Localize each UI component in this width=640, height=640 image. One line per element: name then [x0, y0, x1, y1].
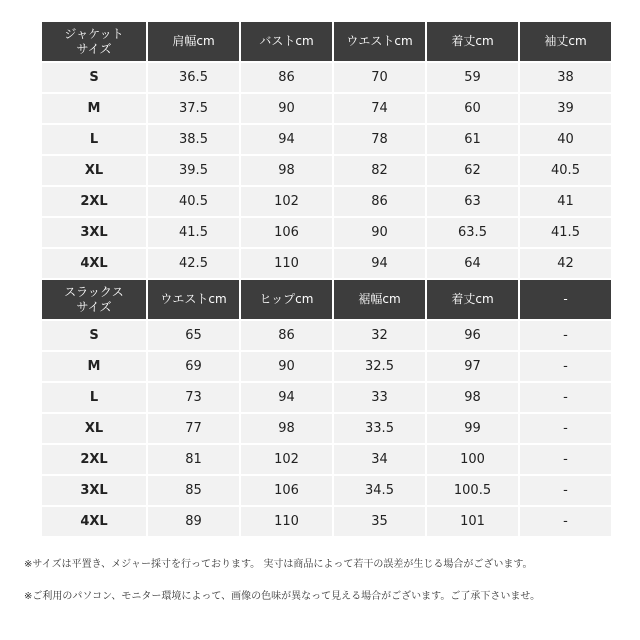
value-cell: 41.5	[148, 218, 239, 247]
value-cell: 41.5	[520, 218, 611, 247]
value-cell: 40.5	[148, 187, 239, 216]
jacket-header-row	[42, 22, 611, 61]
value-cell: 36.5	[148, 63, 239, 92]
value-cell: 70	[334, 63, 425, 92]
value-cell: 42	[520, 249, 611, 278]
value-cell: 59	[427, 63, 518, 92]
slacks-row	[42, 507, 611, 536]
slacks-length-header: 着丈cm	[427, 280, 518, 319]
value-cell: 90	[241, 94, 332, 123]
value-cell: 81	[148, 445, 239, 474]
value-cell: 65	[148, 321, 239, 350]
value-cell: 102	[241, 187, 332, 216]
value-cell: 94	[241, 125, 332, 154]
slacks-hip-header: ヒップcm	[241, 280, 332, 319]
value-cell: 61	[427, 125, 518, 154]
value-cell: 86	[334, 187, 425, 216]
size-chart-table	[40, 20, 613, 538]
value-cell: 37.5	[148, 94, 239, 123]
value-cell: 106	[241, 218, 332, 247]
value-cell: 73	[148, 383, 239, 412]
value-cell: -	[520, 445, 611, 474]
size-cell: 4XL	[42, 249, 146, 278]
value-cell: 82	[334, 156, 425, 185]
value-cell: -	[520, 383, 611, 412]
value-cell: 86	[241, 321, 332, 350]
size-cell: XL	[42, 156, 146, 185]
value-cell: 41	[520, 187, 611, 216]
slacks-size-header: スラックス サイズ	[42, 280, 146, 319]
slacks-row	[42, 321, 611, 350]
value-cell: -	[520, 352, 611, 381]
jacket-row	[42, 187, 611, 216]
slacks-row	[42, 383, 611, 412]
value-cell: 40.5	[520, 156, 611, 185]
value-cell: 42.5	[148, 249, 239, 278]
value-cell: 102	[241, 445, 332, 474]
value-cell: 34.5	[334, 476, 425, 505]
value-cell: 98	[241, 156, 332, 185]
value-cell: 110	[241, 507, 332, 536]
value-cell: -	[520, 476, 611, 505]
size-cell: S	[42, 63, 146, 92]
jacket-waist-header: ウエストcm	[334, 22, 425, 61]
size-cell: 3XL	[42, 476, 146, 505]
value-cell: 33.5	[334, 414, 425, 443]
value-cell: 98	[427, 383, 518, 412]
jacket-length-header: 着丈cm	[427, 22, 518, 61]
value-cell: 38	[520, 63, 611, 92]
size-cell: XL	[42, 414, 146, 443]
size-cell: S	[42, 321, 146, 350]
value-cell: 64	[427, 249, 518, 278]
value-cell: 63.5	[427, 218, 518, 247]
slacks-waist-header: ウエストcm	[148, 280, 239, 319]
size-cell: 2XL	[42, 187, 146, 216]
value-cell: 63	[427, 187, 518, 216]
slacks-row	[42, 352, 611, 381]
value-cell: 39	[520, 94, 611, 123]
jacket-sleeve-header: 袖丈cm	[520, 22, 611, 61]
value-cell: 106	[241, 476, 332, 505]
value-cell: 40	[520, 125, 611, 154]
value-cell: 34	[334, 445, 425, 474]
value-cell: 85	[148, 476, 239, 505]
size-cell: 2XL	[42, 445, 146, 474]
value-cell: 110	[241, 249, 332, 278]
jacket-shoulder-header: 肩幅cm	[148, 22, 239, 61]
value-cell: 90	[241, 352, 332, 381]
value-cell: 101	[427, 507, 518, 536]
size-cell: 4XL	[42, 507, 146, 536]
value-cell: 100	[427, 445, 518, 474]
size-cell: 3XL	[42, 218, 146, 247]
value-cell: 60	[427, 94, 518, 123]
value-cell: 32.5	[334, 352, 425, 381]
jacket-size-header: ジャケット サイズ	[42, 22, 146, 61]
measurement-note: ※サイズは平置き、メジャー採寸を行っております。 実寸は商品によって若干の誤差が生じる場合がございます。	[24, 559, 533, 570]
size-cell: M	[42, 352, 146, 381]
jacket-row	[42, 218, 611, 247]
slacks-header-row	[42, 280, 611, 319]
size-cell: L	[42, 383, 146, 412]
size-cell: M	[42, 94, 146, 123]
value-cell: 69	[148, 352, 239, 381]
value-cell: 62	[427, 156, 518, 185]
value-cell: 33	[334, 383, 425, 412]
value-cell: 90	[334, 218, 425, 247]
color-disclaimer-note: ※ご利用のパソコン、モニター環境によって、画像の色味が異なって見える場合がございます。ご了承下さいませ。	[24, 591, 541, 602]
value-cell: 32	[334, 321, 425, 350]
value-cell: 94	[241, 383, 332, 412]
jacket-bust-header: バストcm	[241, 22, 332, 61]
value-cell: 77	[148, 414, 239, 443]
value-cell: 38.5	[148, 125, 239, 154]
value-cell: 35	[334, 507, 425, 536]
value-cell: -	[520, 321, 611, 350]
value-cell: 94	[334, 249, 425, 278]
value-cell: 89	[148, 507, 239, 536]
jacket-row	[42, 63, 611, 92]
value-cell: 97	[427, 352, 518, 381]
slacks-empty-header: -	[520, 280, 611, 319]
value-cell: -	[520, 414, 611, 443]
value-cell: 100.5	[427, 476, 518, 505]
slacks-row	[42, 476, 611, 505]
value-cell: 96	[427, 321, 518, 350]
slacks-row	[42, 445, 611, 474]
value-cell: 98	[241, 414, 332, 443]
slacks-row	[42, 414, 611, 443]
value-cell: 78	[334, 125, 425, 154]
value-cell: 39.5	[148, 156, 239, 185]
jacket-row	[42, 125, 611, 154]
value-cell: -	[520, 507, 611, 536]
jacket-row	[42, 156, 611, 185]
jacket-row	[42, 249, 611, 278]
jacket-row	[42, 94, 611, 123]
value-cell: 86	[241, 63, 332, 92]
slacks-hem-header: 裾幅cm	[334, 280, 425, 319]
value-cell: 99	[427, 414, 518, 443]
size-cell: L	[42, 125, 146, 154]
value-cell: 74	[334, 94, 425, 123]
